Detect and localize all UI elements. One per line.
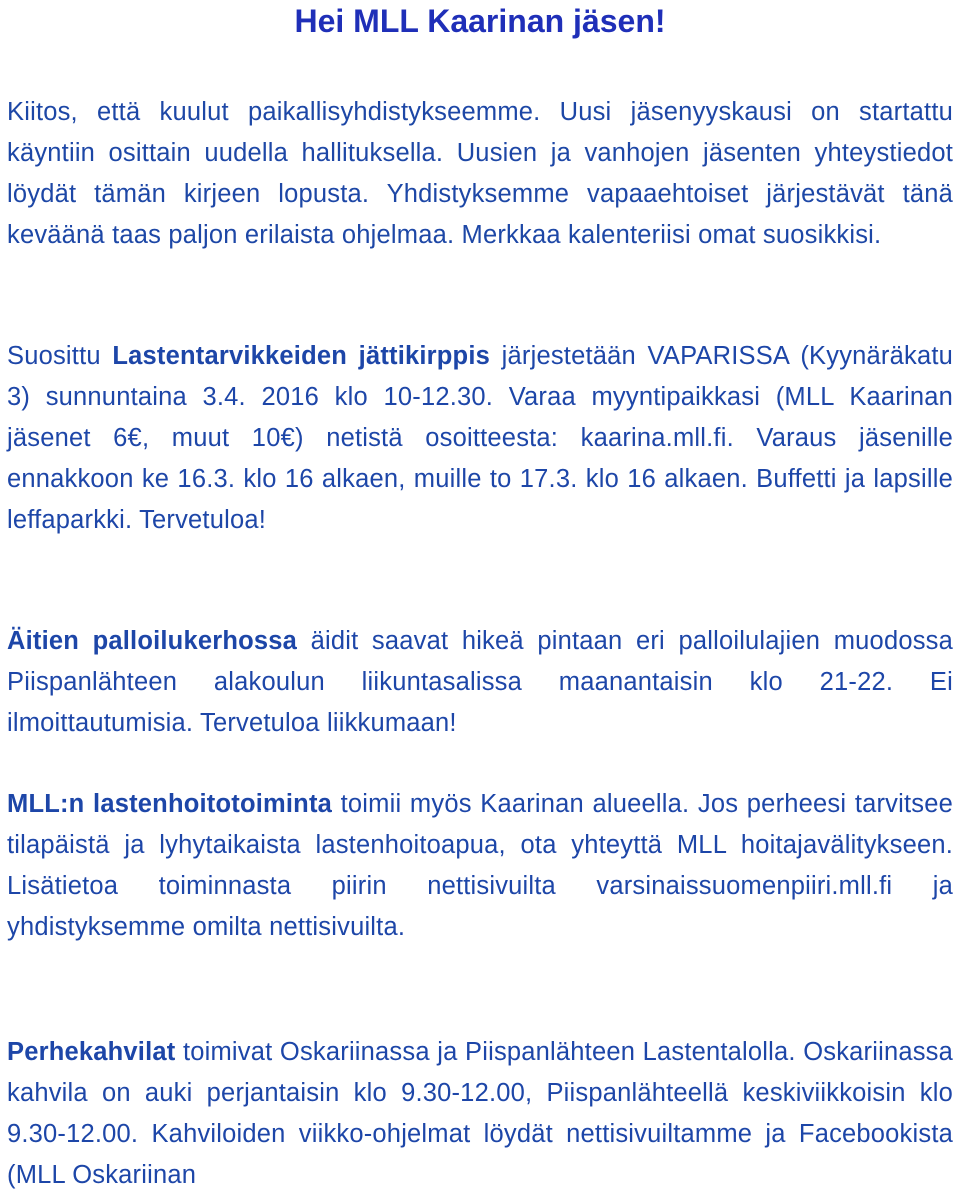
- flea-market-heading: Lastentarvikkeiden jättikirppis: [112, 342, 491, 370]
- cafes-heading: Perhekahvilat: [7, 1038, 176, 1066]
- ball-club-text: äidit saavat hikeä pintaan eri palloilulajien muodossa Piispanlähteen alakoulun liikuntasalissa maanantaisin klo 21-22. Ei ilmoittautumisia. Tervetuloa liikkumaan!: [7, 627, 953, 737]
- childcare-heading: MLL:n lastenhoitotoiminta: [7, 790, 333, 818]
- childcare-text: toimii myös Kaarinan alueella. Jos perheesi tarvitsee tilapäistä ja lyhytaikaista lastenhoitoapua, ota yhteyttä MLL hoitajavälitykseen. Lisätietoa toiminnasta piirin nettisivuilta varsinaissuomenpiiri.mll.fi ja yhdistyksemme omilta nettisivuilta.: [7, 790, 953, 941]
- childcare-paragraph: [7, 784, 953, 948]
- ball-club-heading: Äitien palloilukerhossa: [7, 627, 298, 655]
- cafes-paragraph: [7, 1032, 953, 1196]
- flea-market-prefix: Suosittu: [7, 342, 113, 370]
- flea-market-paragraph: [7, 336, 953, 541]
- cafes-text: toimivat Oskariinassa ja Piispanlähteen Lastentalolla. Oskariinassa kahvila on auki perjantaisin klo 9.30-12.00, Piispanlähteellä keskiviikkoisin klo 9.30-12.00. Kahviloiden viikko-ohjelmat löydät nettisivuiltamme ja Facebookista (MLL Oskariinan: [7, 1038, 953, 1189]
- flea-market-text: järjestetään VAPARISSA (Kyynäräkatu 3) sunnuntaina 3.4. 2016 klo 10-12.30. Varaa myyntipaikkasi (MLL Kaarinan jäsenet 6€, muut 10€) netistä osoitteesta: kaarina.mll.fi. Varaus jäsenille ennakkoon ke 16.3. klo 16 alkaen, muille to 17.3. klo 16 alkaen. Buffetti ja lapsille leffaparkki. Tervetuloa!: [7, 342, 954, 534]
- intro-paragraph: Kiitos, että kuulut paikallisyhdistykseemme. Uusi jäsenyyskausi on startattu käyntiin osittain uudella hallituksella. Uusien ja vanhojen jäsenten yhteystiedot löydät tämän kirjeen lopusta. Yhdistyksemme vapaaehtoiset järjestävät tänä keväänä taas paljon erilaista ohjelmaa. Merkkaa kalenteriisi omat suosikkisi.: [7, 98, 953, 249]
- page-title: Hei MLL Kaarinan jäsen!: [294, 3, 666, 39]
- ball-club-paragraph: [7, 621, 953, 744]
